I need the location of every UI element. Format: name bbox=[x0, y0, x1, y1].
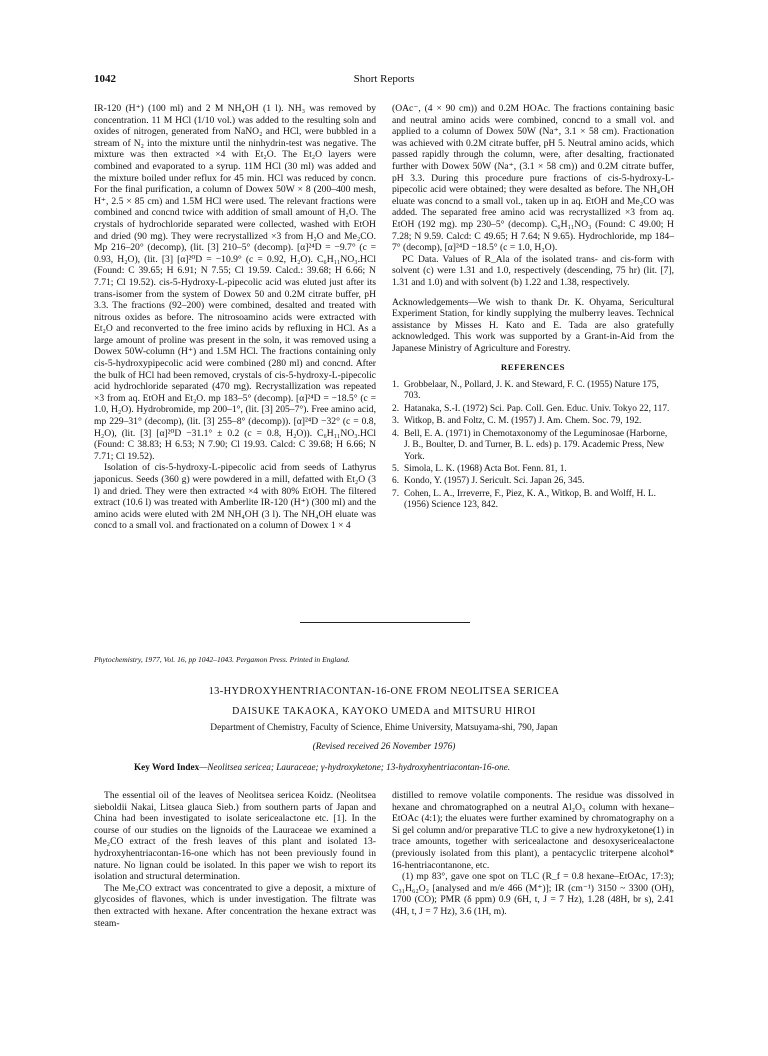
reference-text: Kondo, Y. (1957) J. Sericult. Sci. Japan 26, 345. bbox=[404, 476, 585, 487]
paragraph: IR-120 (H⁺) (100 ml) and 2 M NH₄OH (1 l). NH₃ was removed by concentration. 11 M HCl (1/10 vol.) was added to the resulting soln and oxides of nitrogen, generated from NaNO₂ and HCl, were bubbled in a stream of N₂ into the mixture until the ninhydrin-test was negative. The mixture was then extracted ×4 with Et₂O. The Et₂O layers were combined and evaporated to a syrup. 11M HCl (30 ml) was added and the mixture boiled under reflux for 45 min. HCl was reduced by concn. For the final purification, a column of Dowex 50W × 8 (200–400 mesh, H⁺, 2.5 × 85 cm) and 1.5M HCl were used. The relevant fractions were combined and concnd twice with addition of small amount of H₂O. The crystals of hydrochloride separated were collected, washed with EtOH and dried (90 mg). They were recrystallized ×3 from H₂O and Me₂CO. Mp 216–20° (decomp), (lit. [3] 210–5° (decomp). [α]²⁴D = −9.7° (c = 0.93, H₂O), (lit. [3] [α]²⁰D = −10.9° (c = 0.92, H₂O). C₆H₁₁NO₃.HCl (Found: C 39.65; H 6.91; N 7.55; Cl 19.59. Calcd.: 39.68; H 6.66; N 7.71; Cl 19.52). cis-5-Hydroxy-L-pipecolic acid was eluted just after its trans-isomer from the system of Dowex 50 and 0.2M citrate buffer, pH 3.3. The fractions (92–200) were combined, desalted and treated with nitrous oxides as before. The nitrosoamino acids were extracted with Et₂O and reconverted to the free imino acids by refluxing in HCl. As a large amount of proline was present in the soln, it was removed using a Dowex 50W-column (H⁺) and 1.5M HCl. The fractions containing only cis-5-hydroxypipecolic acid were combined (280 ml) and concnd. After the bulk of HCl had been removed, crystals of cis-5-hydroxy-L-pipecolic acid hydrochloride separated (470 mg). Recrystallization was repeated ×3 from aq. EtOH and Et₂O. mp 183–5° (decomp). [α]²⁴D = −18.5° (c = 1.0, H₂O). Hydrobromide, mp 200–1°, (lit. [3] 205–7°). Free amino acid, mp 229–31° (decomp), (lit. [3] 255–8° (decomp)). [α]²⁴D −32° (c = 0.8, H₂O), (lit. [3] [α]²⁰D −31.1° ± 0.2 (c = 0.8, H₂O)). C₆H₁₁NO₃.HCl (Found: C 38.83; H 6.53; N 7.90; Cl 19.93. Calcd: C 39.68; H 6.66; N 7.71; Cl 19.52). bbox=[94, 103, 376, 462]
reference-number: 5. bbox=[392, 463, 400, 474]
keyword-label: Key Word Index bbox=[134, 762, 200, 772]
reference-number: 1. bbox=[392, 380, 400, 391]
paragraph: (1) mp 83°, gave one spot on TLC (R_f = 0.8 hexane–EtOAc, 17:3); C₃₁H₆₂O₂ [analysed and m/e 466 (M⁺)]; IR (cm⁻¹) 3150 ~ 3300 (OH), 1700 (CO); PMR (δ ppm) 0.9 (6H, t, J = 7 Hz), 1.28 (48H, br s), 2.41 (4H, t, J = 7 Hz), 3.6 (1H, m). bbox=[392, 871, 674, 917]
reference-number: 7. bbox=[392, 488, 400, 499]
top-left-column bbox=[94, 103, 376, 532]
paragraph: (OAc⁻, (4 × 90 cm)) and 0.2M HOAc. The fractions containing basic and neutral amino acids were combined, concnd to a small vol. and applied to a column of Dowex 50W (Na⁺, 3.1 × 58 cm). Fractionation was achieved with 0.2M citrate buffer, pH 5. Neutral amino acids, which passed rapidly through the column, were, after desalting, fractionated further with Dowex 50W (Na⁺, (3.1 × 58 cm)) and 0.2M citrate buffer, pH 3.3. During this procedure pure fractions of cis-5-hydroxy-L-pipecolic acid were obtained; they were desalted as before. The NH₄OH eluate was concnd to a small vol., taken up in aq. EtOH and Me₂CO was added. The separated free amino acid was recrystallized ×3 from aq. EtOH (192 mg). mp 230–5° (decomp). C₆H₁₁NO₃ (Found: C 49.00; H 7.28; N 9.59. Calcd: C 49.65; H 7.64; N 9.65). Hydrochloride, mp 184–7° (decomp), [α]²⁴D −18.5° (c = 1.0, H₂O). bbox=[392, 103, 674, 254]
keyword-index bbox=[134, 762, 674, 772]
reference-item bbox=[392, 429, 674, 463]
page-header bbox=[94, 73, 674, 89]
author-affiliation: Department of Chemistry, Faculty of Science, Ehime University, Matsuyama-shi, 790, Japan bbox=[210, 723, 558, 733]
bottom-right-column bbox=[392, 790, 674, 918]
paragraph: The essential oil of the leaves of Neolitsea sericea Koidz. (Neolitsea sieboldii Nakai, Litsea glauca Sieb.) from southern parts of Japan and China had been investigated to isolate sericealactone etc. [1]. In the course of our studies on the lignoids of the Lauraceae we examined a Me₂CO extract of the fresh leaves of this plant and isolated 13-hydroxyhentriacontan-16-one which has not been previously found in nature. No lignan could be isolated. In this paper we wish to report its isolation and structural determination. bbox=[94, 790, 376, 883]
reference-text: Witkop, B. and Foltz, C. M. (1957) J. Am. Chem. Soc. 79, 192. bbox=[404, 416, 642, 427]
top-right-column bbox=[392, 103, 674, 513]
keyword-list: —Neolitsea sericea; Lauraceae; γ-hydroxyketone; 13-hydroxyhentriacontan-16-one. bbox=[199, 762, 511, 772]
running-title: Short Reports bbox=[353, 73, 415, 85]
article-authors: DAISUKE TAKAOKA, KAYOKO UMEDA and MITSURU HIROI bbox=[232, 706, 536, 717]
bottom-left-column bbox=[94, 790, 376, 929]
reference-number: 6. bbox=[392, 476, 400, 487]
paragraph: distilled to remove volatile components. The residue was dissolved in hexane and chromatographed on a neutral Al₂O₃ column with hexane–EtOAc (4:1); the eluates were further examined by chromatography on a Si gel column and/or preparative TLC to give a new hydroxyketone(1) in trace amounts, together with sericealactone and desoxysericealactone (previously isolated from this plant), a pentacyclic triterpene alcohol* 16-hentriacontanone, etc. bbox=[392, 790, 674, 871]
reference-text: Hatanaka, S.-I. (1972) Sci. Pap. Coll. Gen. Educ. Univ. Tokyo 22, 117. bbox=[404, 403, 670, 414]
reference-text: Simola, L. K. (1968) Acta Bot. Fenn. 81, 1. bbox=[404, 463, 567, 474]
references-heading: REFERENCES bbox=[500, 362, 566, 373]
journal-citation-line: Phytochemistry, 1977, Vol. 16, pp 1042–1043. Pergamon Press. Printed in England. bbox=[94, 655, 350, 664]
reference-item bbox=[392, 404, 674, 415]
reference-number: 4. bbox=[392, 428, 400, 439]
reference-item bbox=[392, 380, 674, 403]
references-list bbox=[392, 380, 674, 511]
reference-text: Bell, E. A. (1971) in Chemotaxonomy of the Leguminosae (Harborne, J. B., Boulter, D. and Turner, B. L. eds) p. 179. Academic Press, New York. bbox=[404, 428, 668, 462]
paragraph: The Me₂CO extract was concentrated to give a deposit, a mixture of glycosides of flavones, which is under investigation. The filtrate was then extracted with hexane. After concentration the hexane extract was steam- bbox=[94, 882, 376, 929]
paragraph: PC Data. Values of R_Ala of the isolated trans- and cis-form with solvent (c) were 1.31 and 1.0, respectively (descending, 75 hr) (lit. [7], 1.31 and 1.0) and with solvent (b) 1.22 and 1.38, respectively. bbox=[392, 253, 674, 288]
received-date: (Revised received 26 November 1976) bbox=[312, 742, 456, 752]
reference-text: Grobbelaar, N., Pollard, J. K. and Steward, F. C. (1955) Nature 175, 703. bbox=[404, 380, 659, 402]
reference-item bbox=[392, 489, 674, 512]
section-divider bbox=[300, 622, 470, 623]
reference-number: 3. bbox=[392, 416, 400, 427]
article-title: 13-HYDROXYHENTRIACONTAN-16-ONE FROM NEOLITSEA SERICEA bbox=[208, 686, 560, 697]
reference-item bbox=[392, 416, 674, 427]
acknowledgements: Acknowledgements—We wish to thank Dr. K. Ohyama, Sericultural Experiment Station, for kindly supplying the mulberry leaves. Technical assistance by Misses H. Kato and E. Tada are also gratefully acknowledged. This work was supported by a Grant-in-Aid from the Japanese Ministry of Agriculture and Forestry. bbox=[392, 296, 674, 354]
page-number: 1042 bbox=[94, 73, 116, 85]
reference-item bbox=[392, 464, 674, 475]
reference-item bbox=[392, 476, 674, 487]
reference-number: 2. bbox=[392, 403, 400, 414]
paragraph: Isolation of cis-5-hydroxy-L-pipecolic acid from seeds of Lathyrus japonicus. Seeds (360 g) were powdered in a mill, defatted with Et₂O (3 l) and dried. They were then extracted ×4 with 80% EtOH. The filtered extract (10.6 l) was treated with Amberlite IR-120 (H⁺) (300 ml) and the amino acids were eluted with 2M NH₄OH (3 l). The NH₄OH eluate was concd to a small vol. and fractionated on a column of Dowex 1 × 4 bbox=[94, 462, 376, 532]
reference-text: Cohen, L. A., Irreverre, F., Piez, K. A., Witkop, B. and Wolff, H. L. (1956) Science 123, 842. bbox=[404, 488, 656, 511]
